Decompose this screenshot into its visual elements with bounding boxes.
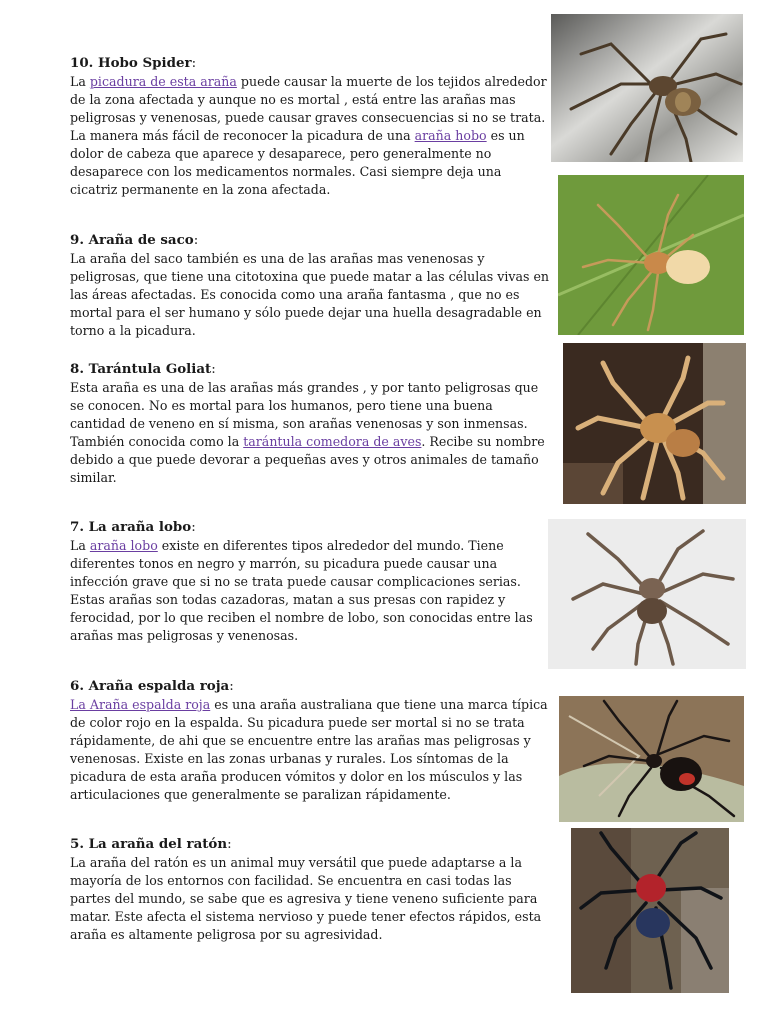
goliath-tarantula-photo	[563, 343, 746, 504]
section-arana-del-raton	[70, 835, 552, 944]
mouse-spider-photo	[571, 828, 729, 993]
wolf-spider-photo	[548, 519, 746, 669]
section-body: La araña del saco también es una de las arañas mas venenosas y peligrosas, que tiene una citotoxina que puede matar a las células vivas en las áreas afectadas. Es conocida como una araña fantasma , que no es mortal para el ser humano y sólo puede dejar una huella desagradable en torno a la picadura.	[70, 251, 550, 338]
link-arana-hobo[interactable]: araña hobo	[414, 128, 487, 143]
section-title: 7. La araña lobo:	[70, 519, 196, 535]
link-picadura-arana[interactable]: picadura de esta araña	[89, 74, 237, 89]
hobo-spider-photo	[551, 14, 743, 162]
section-body: La picadura de esta araña puede causar la muerte de los tejidos alrededor de la zona afectada y aunque no es mortal , está entre las arañas mas peligrosas y venenosas, puede causar graves consecuencias si no se trata. La manera más fácil de reconocer la picadura de una araña hobo es un dolor de cabeza que aparece y desaparece, pero generalmente no desaparece con los medicamentos normales. Casi siempre deja una cicatriz permanente en la zona afectada.	[70, 74, 547, 197]
section-arana-espalda-roja	[70, 677, 552, 804]
section-body: Esta araña es una de las arañas más grandes , y por tanto peligrosas que se conocen. No es mortal para los humanos, pero tiene una buena cantidad de veneno en sí misma, son arañas venenosas y son inmensas. También conocida como la tarántula comedora de aves. Recibe su nombre debido a que puede devorar a pequeñas aves y otros animales de tamaño similar.	[70, 380, 545, 485]
section-title: 9. Araña de saco:	[70, 232, 199, 248]
section-body: La araña del ratón es un animal muy versátil que puede adaptarse a la mayoría de los entornos con facilidad. Se encuentra en casi todas las partes del mundo, se sabe que es agresiva y tiene veneno suficiente para matar. Este afecta el sistema nervioso y puede tener efectos rápidos, esta araña es altamente peligrosa por su agresividad.	[70, 855, 542, 942]
section-title: 6. Araña espalda roja:	[70, 678, 234, 694]
section-hobo-spider	[70, 54, 552, 199]
section-body: La Araña espalda roja es una araña australiana que tiene una marca típica de color rojo en la espalda. Su picadura puede ser mortal si no se trata rápidamente, de ahi que se encuentre entre las arañas mas peligrosas y venenosas. Existe en las zonas urbanas y rurales. Los síntomas de la picadura de esta araña producen vómitos y dolor en los músculos y las articulaciones que generalmente se paralizan rápidamente.	[70, 697, 548, 802]
redback-spider-photo	[559, 696, 744, 822]
section-title: 10. Hobo Spider:	[70, 55, 197, 71]
link-tarantula-comedora-de-aves[interactable]: tarántula comedora de aves	[243, 434, 422, 449]
section-title: 8. Tarántula Goliat:	[70, 361, 216, 377]
section-arana-lobo	[70, 518, 552, 645]
section-arana-de-saco	[70, 231, 552, 340]
section-title: 5. La araña del ratón:	[70, 836, 232, 852]
section-body: La araña lobo existe en diferentes tipos alrededor del mundo. Tiene diferentes tonos en negro y marrón, su picadura puede causar una infección grave que si no se trata puede causar complicaciones serias. Estas arañas son todas cazadoras, matan a sus presas con rapidez y ferocidad, por lo que reciben el nombre de lobo, son conocidas entre las arañas mas peligrosas y venenosas.	[70, 538, 533, 643]
sac-spider-photo	[558, 175, 744, 335]
section-tarantula-goliat	[70, 360, 552, 487]
link-arana-espalda-roja[interactable]: La Araña espalda roja	[70, 697, 211, 712]
link-arana-lobo[interactable]: araña lobo	[89, 538, 158, 553]
